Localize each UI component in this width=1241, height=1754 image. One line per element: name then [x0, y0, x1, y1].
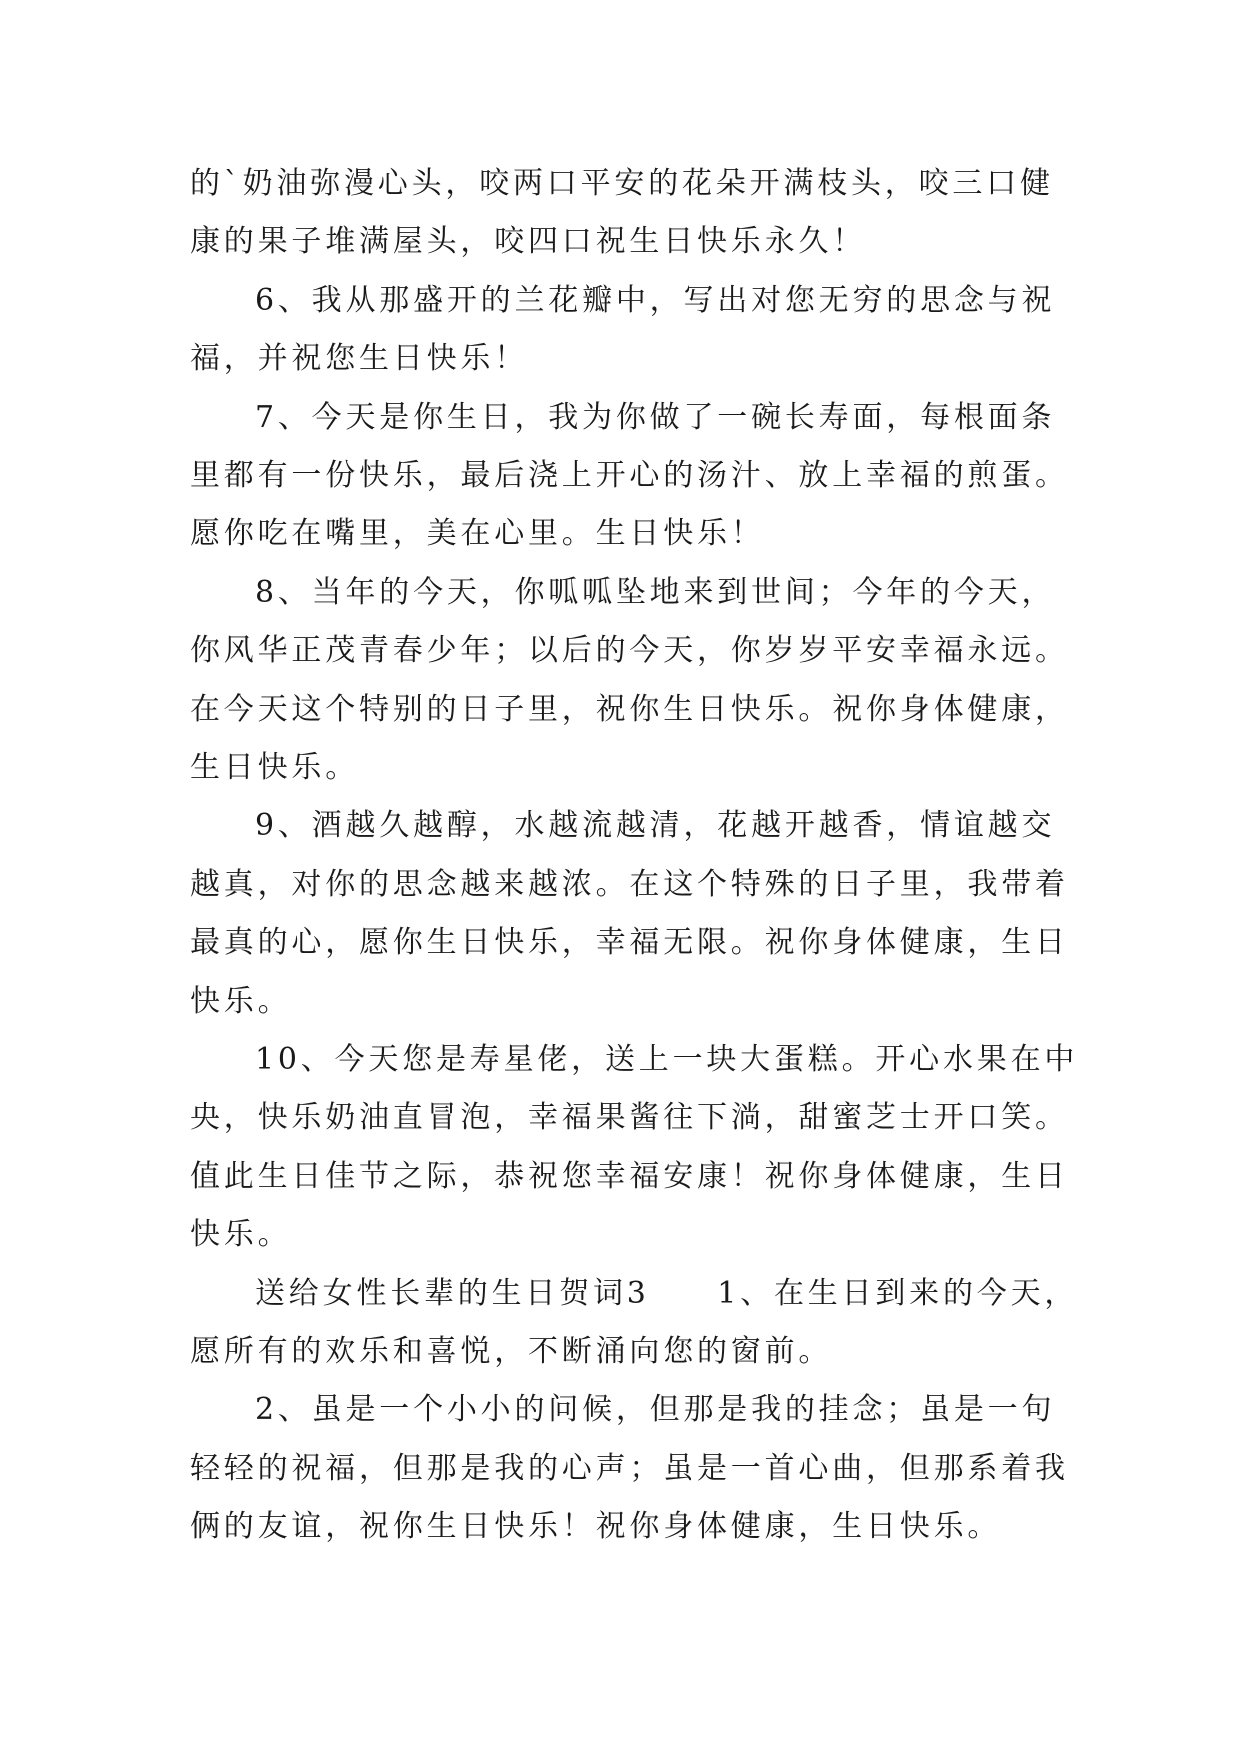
text-line: 7、今天是你生日，我为你做了一碗长寿面，每根面条	[255, 399, 1056, 435]
text-line: 你风华正茂青春少年；以后的今天，你岁岁平安幸福永远。	[190, 633, 1069, 669]
text-line: 8、当年的今天，你呱呱坠地来到世间；今年的今天，	[255, 574, 1056, 610]
text-line: 在今天这个特别的日子里，祝你生日快乐。祝你身体健康，	[190, 691, 1069, 727]
text-line: 的`奶油弥漫心头，咬两口平安的花朵开满枝头，咬三口健	[190, 166, 1054, 201]
text-line: 愿你吃在嘴里，美在心里。生日快乐！	[190, 516, 765, 552]
text-line: 快乐。	[190, 1217, 292, 1253]
text-line: 里都有一份快乐，最后浇上开心的汤汁、放上幸福的煎蛋。	[190, 458, 1069, 493]
text-line: 6、我从那盛开的兰花瓣中，写出对您无穷的思念与祝	[255, 282, 1056, 318]
text-line: 9、酒越久越醇，水越流越清，花越开越香，情谊越交	[255, 808, 1056, 844]
text-line: 2、虽是一个小小的问候，但那是我的挂念；虽是一句	[255, 1392, 1056, 1428]
text-line: 康的果子堆满屋头，咬四口祝生日快乐永久！	[190, 224, 866, 260]
text-line: 央，快乐奶油直冒泡，幸福果酱往下淌，甜蜜芝士开口笑。	[190, 1100, 1069, 1136]
text-line: 福，并祝您生日快乐！	[190, 341, 528, 377]
text-line: 轻轻的祝福，但那是我的心声；虽是一首心曲，但那系着我	[190, 1450, 1069, 1486]
text-line: 送给女性长辈的生日贺词3 1、在生日到来的今天，	[255, 1275, 1079, 1311]
text-line: 愿所有的欢乐和喜悦，不断涌向您的窗前。	[190, 1334, 833, 1369]
text-line: 越真，对你的思念越来越浓。在这个特殊的日子里，我带着	[190, 866, 1069, 902]
text-line: 生日快乐。	[190, 750, 359, 785]
text-line: 快乐。	[190, 983, 292, 1019]
text-line: 最真的心，愿你生日快乐，幸福无限。祝你身体健康，生日	[190, 925, 1069, 961]
text-line: 俩的友谊，祝你生日快乐！祝你身体健康，生日快乐。	[190, 1509, 1002, 1545]
text-line: 10、今天您是寿星佬，送上一块大蛋糕。开心水果在中	[255, 1042, 1079, 1077]
text-line: 值此生日佳节之际，恭祝您幸福安康！祝你身体健康，生日	[190, 1158, 1069, 1194]
